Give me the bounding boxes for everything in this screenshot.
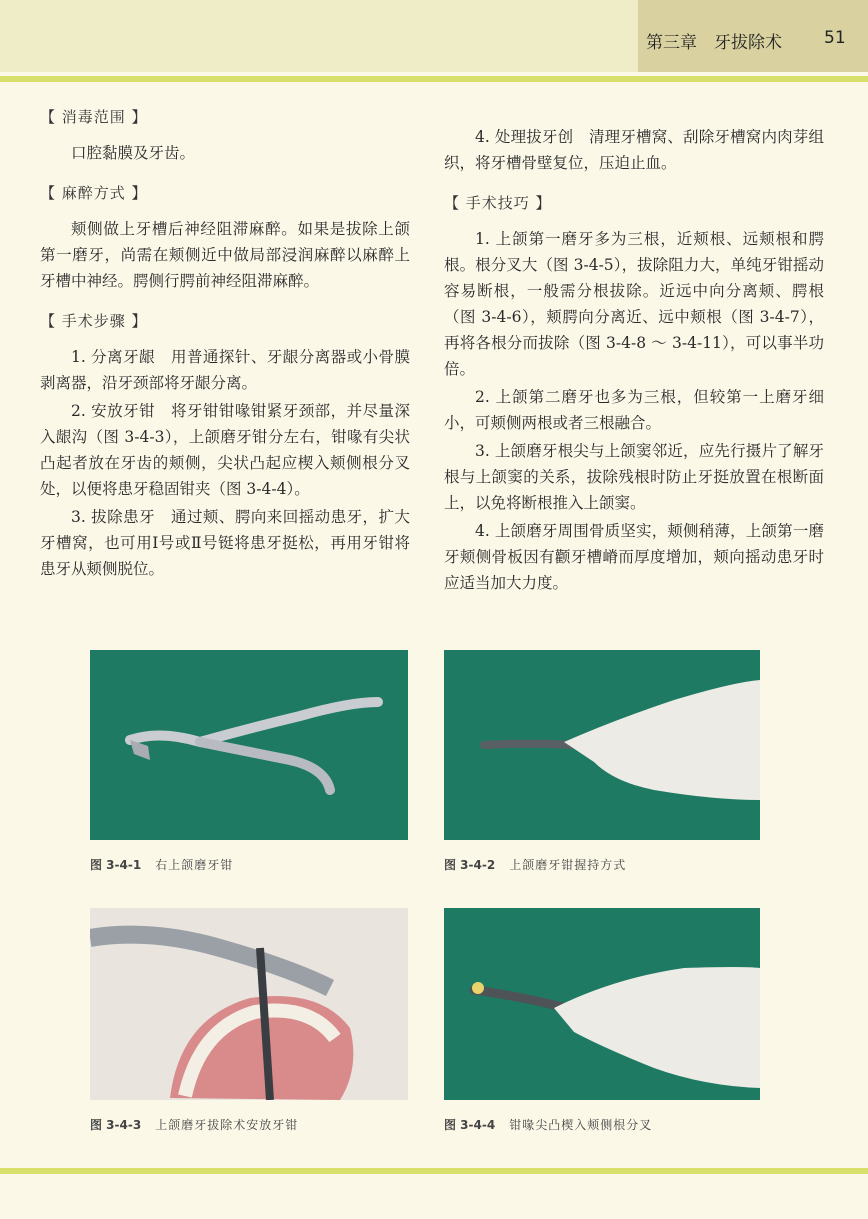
right-column xyxy=(444,124,824,598)
figure-1-caption xyxy=(90,856,233,873)
step-3-lead: 3. 拔除患牙 xyxy=(71,508,156,526)
figure-4-caption xyxy=(444,1116,652,1133)
figure-4-photo xyxy=(444,908,760,1100)
footer-rule xyxy=(0,1168,868,1174)
section-heading-anesthesia: 【 麻醉方式 】 xyxy=(40,184,148,202)
chapter-title: 第三章 牙拔除术 xyxy=(646,33,782,53)
step-1 xyxy=(40,344,410,396)
figure-2-text: 上颌磨牙钳握持方式 xyxy=(509,858,627,872)
paragraph-anesthesia: 颊侧做上牙槽后神经阻滞麻醉。如果是拔除上颌第一磨牙，尚需在颊侧近中做局部浸润麻醉以麻醉上牙槽中神经。腭侧行腭前神经阻滞麻醉。 xyxy=(40,220,410,290)
header-rule xyxy=(0,76,868,82)
figure-3-text: 上颌磨牙拔除术安放牙钳 xyxy=(155,1118,299,1132)
step-2 xyxy=(40,398,410,502)
figure-1-number: 图 3-4-1 xyxy=(90,858,142,872)
step-4-lead: 4. 处理拔牙创 xyxy=(475,128,574,146)
figure-2-number: 图 3-4-2 xyxy=(444,858,496,872)
step-1-text: 用普通探针、牙龈分离器或小骨膜剥离器，沿牙颈部将牙龈分离。 xyxy=(40,348,410,392)
forceps-beak-illustration xyxy=(444,908,760,1100)
section-heading-disinfection: 【 消毒范围 】 xyxy=(40,108,148,126)
figure-2-caption xyxy=(444,856,626,873)
step-3 xyxy=(40,504,410,582)
dental-model-illustration xyxy=(90,908,408,1100)
step-1-lead: 1. 分离牙龈 xyxy=(71,348,156,366)
figure-2-photo xyxy=(444,650,760,840)
section-heading-steps: 【 手术步骤 】 xyxy=(40,312,148,330)
technique-3: 3. 上颌磨牙根尖与上颌窦邻近，应先行摄片了解牙根与上颌窦的关系，拔除残根时防止牙挺放置在根断面上，以免将断根推入上颌窦。 xyxy=(444,442,824,512)
left-column xyxy=(40,104,410,584)
paragraph-disinfection: 口腔黏膜及牙齿。 xyxy=(71,144,196,162)
figure-3-number: 图 3-4-3 xyxy=(90,1118,142,1132)
technique-1: 1. 上颌第一磨牙多为三根，近颊根、远颊根和腭根。根分叉大（图 3-4-5），拔除阻力大，单纯牙钳摇动容易断根，一般需分根拔除。近远中向分离颊、腭根（图 3-4-6），颊腭向分离近、远中颊根（图 3-4-7），再将各根分而拔除（图 3-4-8 ～ 3-4-11），可以事半功倍。 xyxy=(444,230,824,378)
page-number: 51 xyxy=(824,28,846,48)
step-4 xyxy=(444,124,824,176)
forceps-illustration xyxy=(90,650,408,840)
step-2-text: 将牙钳钳喙钳紧牙颈部，并尽量深入龈沟（图 3-4-3），上颌磨牙钳分左右，钳喙有尖状凸起者放在牙齿的颊侧，尖状凸起应楔入颊侧根分叉处，以便将患牙稳固钳夹（图 3-4-4）。 xyxy=(40,402,410,498)
figure-4-number: 图 3-4-4 xyxy=(444,1118,496,1132)
step-4-text: 清理牙槽窝、刮除牙槽窝内肉芽组织，将牙槽骨壁复位，压迫止血。 xyxy=(444,128,824,172)
figure-3-photo xyxy=(90,908,408,1100)
figure-1-text: 右上颌磨牙钳 xyxy=(155,858,234,872)
hand-with-forceps-illustration xyxy=(444,650,760,840)
section-heading-technique: 【 手术技巧 】 xyxy=(444,194,552,212)
figure-4-text: 钳喙尖凸楔入颊侧根分叉 xyxy=(509,1118,653,1132)
figure-1-photo xyxy=(90,650,408,840)
technique-4: 4. 上颌磨牙周围骨质坚实，颊侧稍薄，上颌第一磨牙颊侧骨板因有颧牙槽嵴而厚度增加，颊向摇动患牙时应适当加大力度。 xyxy=(444,522,824,592)
step-2-lead: 2. 安放牙钳 xyxy=(71,402,156,420)
step-3-text: 通过颊、腭向来回摇动患牙，扩大牙槽窝，也可用Ⅰ号或Ⅱ号铤将患牙挺松，再用牙钳将患牙从颊侧脱位。 xyxy=(40,508,410,578)
figure-3-caption xyxy=(90,1116,298,1133)
technique-2: 2. 上颌第二磨牙也多为三根，但较第一上磨牙细小，可颊侧两根或者三根融合。 xyxy=(444,388,824,432)
